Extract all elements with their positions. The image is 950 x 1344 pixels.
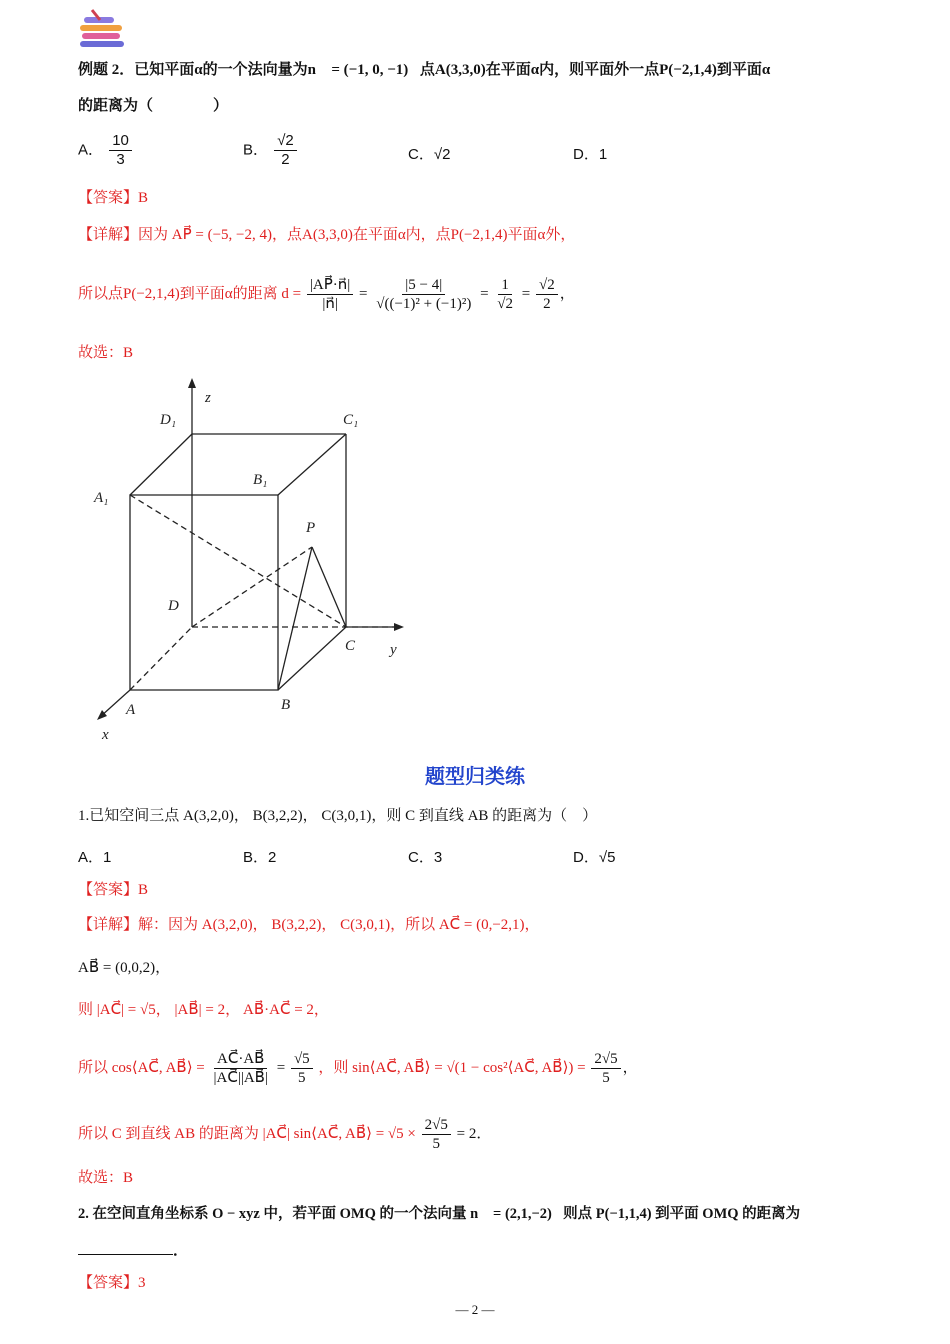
example-2-option-a <box>78 132 134 169</box>
fraction-denominator: √2 <box>497 296 514 313</box>
option-label: B． <box>243 141 269 159</box>
fraction-denominator: 5 <box>432 1136 440 1153</box>
vertex-label-c1: C₁ <box>343 412 359 428</box>
question-1-detail-line-5 <box>78 1110 491 1158</box>
question-1-detail-line-3: 则 |AC⃗| = √5， |AB⃗| = 2， AB⃗·AC⃗ = 2， <box>78 1002 329 1018</box>
y-axis-arrow-icon <box>394 623 404 631</box>
question-1-stem: 1.已知空间三点 A(3,2,0)， B(3,2,2)， C(3,0,1)，则 C 到直线 AB 的距离为（ ） <box>78 808 598 824</box>
fraction-denominator: |AC⃗||AB⃗| <box>213 1070 268 1087</box>
fraction-numerator: 10 <box>109 132 132 151</box>
diagonal-a1-c-hidden <box>130 495 346 627</box>
question-1-option-a: A．1 <box>78 849 112 866</box>
example-2-answer: 【答案】B <box>78 190 149 206</box>
answer-blank <box>78 1238 173 1255</box>
fraction-denominator: 2 <box>543 296 551 313</box>
edge-b-c <box>278 627 346 690</box>
edge-b1-c1 <box>278 434 346 495</box>
question-2-blank-line <box>78 1238 188 1261</box>
question-1-option-d: D．√5 <box>573 849 616 866</box>
example-2-option-d: D．1 <box>573 146 608 163</box>
book-stack-logo-icon <box>78 8 128 50</box>
section-title: 题型归类练 <box>425 766 525 788</box>
distance-expression: 所以 C 到直线 AB 的距离为 |AC⃗| sin⟨AC⃗, AB⃗⟩ = √5 × <box>78 1126 416 1142</box>
question-1-conclusion: 故选：B <box>78 1170 134 1186</box>
vertex-label-c: C <box>345 638 356 654</box>
question-1-detail-line-2: AB⃗ = (0,0,2)， <box>78 960 171 976</box>
example-2-detail-line-2: 所以点P(−2,1,4)到平面α的距离 d = $\frac{|AP⃗\cdot n⃗|}{|n⃗|}$ = $\frac{|5 - 4|}{\text{√((−1)² + (−1)²)}}$ = $\frac{1}{√2}$ = $\frac{√2}{2}$ ， <box>78 277 575 313</box>
vertex-label-b: B <box>281 697 291 713</box>
question-1-detail-line-1: 【详解】解：因为 A(3,2,0)， B(3,2,2)， C(3,0,1)，所以 AC⃗ = (0,−2,1)， <box>78 917 540 933</box>
fraction-denominator: 3 <box>116 151 125 168</box>
fraction-numerator: √2 <box>536 276 558 295</box>
example-2-detail-line-1: 【详解】因为 AP⃗ = (−5, −2, 4)，点A(3,3,0)在平面α内，点P(−2,1,4)平面α外， <box>78 227 576 243</box>
fraction-numerator: 2√5 <box>591 1050 620 1069</box>
question-2-answer: 【答案】3 <box>78 1275 146 1291</box>
cosine-prefix: 所以 cos⟨AC⃗, AB⃗⟩ = <box>78 1060 205 1076</box>
vertex-label-d1: D₁ <box>160 412 177 428</box>
cube-figure <box>88 372 418 750</box>
example-2-stem-line-1: 例题 2．已知平面α的一个法向量为n⃗ = (−1, 0, −1)，点A(3,3,0)在平面α内，则平面外一点P(−2,1,4)到平面α <box>78 62 771 78</box>
line-p-b <box>278 547 312 690</box>
fraction-numerator: 2√5 <box>422 1116 451 1135</box>
point-label-p: P <box>306 520 316 536</box>
question-1-option-b: B．2 <box>243 849 277 866</box>
line-p-c <box>312 547 346 627</box>
distance-result: = 2． <box>456 1126 492 1142</box>
question-2-tail: ． <box>173 1243 189 1259</box>
axis-label-z: z <box>205 390 211 406</box>
line-d-p-hidden <box>192 547 312 627</box>
cube-front-face <box>130 495 278 690</box>
fraction-numerator: 1 <box>498 276 512 295</box>
fraction-numerator: |AP⃗·n⃗| <box>307 276 353 295</box>
example-2-conclusion: 故选：B <box>78 345 134 361</box>
sine-expression: ，则 sin⟨AC⃗, AB⃗⟩ = √(1 − cos²⟨AC⃗, AB⃗⟩) = <box>318 1060 586 1076</box>
fraction-denominator: √((−1)² + (−1)²) <box>376 296 472 313</box>
example-2-option-c: C．√2 <box>408 146 451 163</box>
question-1-detail-line-4: 所以 cos⟨AC⃗, AB⃗⟩ = $\frac{AC⃗\cdot AB⃗}{|AC⃗||AB⃗|}$ = $\frac{√5}{5}$ ，则 sin⟨AC⃗, AB⃗⟩ = √(1 − cos²⟨AC⃗, AB⃗⟩) = $\frac{2√5}{5}$ ， <box>78 1051 638 1087</box>
option-label: A． <box>78 141 104 159</box>
edge-a-d-hidden <box>130 627 192 690</box>
page-number: — 2 — <box>455 1302 495 1317</box>
vertex-label-a: A <box>126 702 136 718</box>
axis-label-y: y <box>390 642 397 658</box>
vertex-label-a1: A₁ <box>94 490 109 506</box>
question-2-stem: 2. 在空间直角坐标系 O − xyz 中，若平面 OMQ 的一个法向量 n⃗ = (2,1,−2)，则点 P(−1,1,4) 到平面 OMQ 的距离为 <box>78 1206 801 1222</box>
fraction-numerator: √5 <box>291 1050 313 1069</box>
vertex-label-d: D <box>168 598 179 614</box>
example-2-option-b <box>243 132 299 169</box>
fraction-numerator: √2 <box>274 132 297 151</box>
fraction-denominator: |n⃗| <box>322 296 338 313</box>
fraction-denominator: 2 <box>281 151 290 168</box>
axis-label-x: x <box>102 727 109 743</box>
vertex-label-b1: B₁ <box>253 472 268 488</box>
z-axis-arrow-icon <box>188 378 196 388</box>
question-1-answer: 【答案】B <box>78 882 149 898</box>
fraction-denominator: 5 <box>298 1070 306 1087</box>
edge-a1-d1 <box>130 434 192 495</box>
question-1-option-c: C．3 <box>408 849 443 866</box>
fraction-numerator: |5 − 4| <box>402 276 445 295</box>
fraction-denominator: 5 <box>602 1070 610 1087</box>
example-2-stem-line-2: 的距离为（ ） <box>78 98 229 114</box>
fraction-numerator: AC⃗·AB⃗ <box>214 1050 267 1069</box>
distance-formula-prefix: 所以点P(−2,1,4)到平面α的距离 d = <box>78 286 302 302</box>
